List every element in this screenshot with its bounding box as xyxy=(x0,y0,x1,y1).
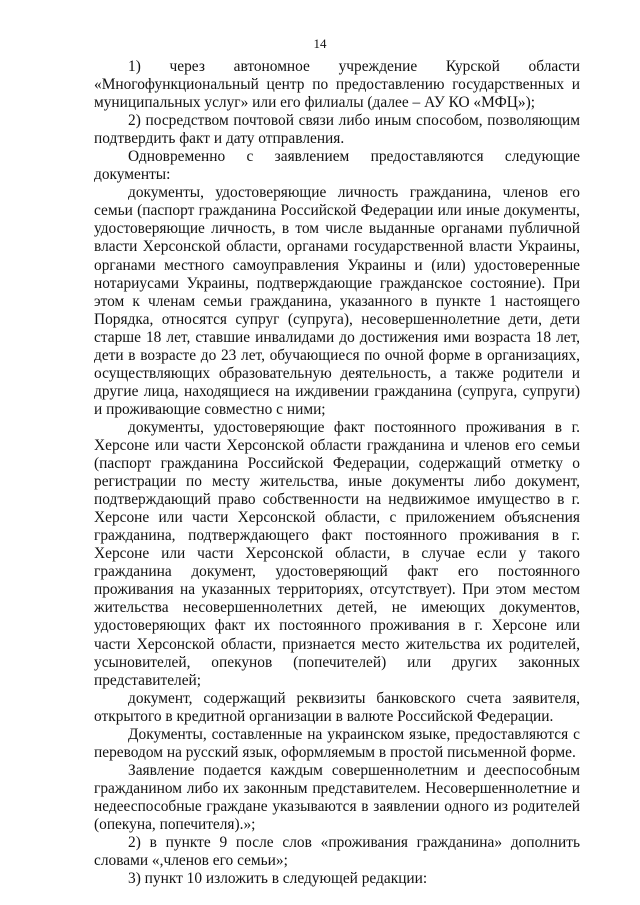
paragraph-residence-documents: документы, удостоверяющие факт постоянного проживания в г. Херсоне или части Херсонской области гражданина и членов его семьи (паспорт гражданина Российской Федерации, содержащий отметку о регистрации по месту жительства, иные документы либо документ, подтверждающий право собственности на недвижимое имущество в г. Херсоне или части Херсонской области, с приложением объяснения гражданина, подтверждающего факт постоянного проживания в г. Херсоне или части Херсонской области, в случае если у такого гражданина документ, удостоверяющий факт его постоянного проживания на указанных территориях, отсутствует). При этом местом жительства несовершеннолетних детей, не имеющих документов, удостоверяющих факт их постоянного проживания в г. Херсоне или части Херсонской области, признается место жительства их родителей, усыновителей, опекунов (попечителей) или других законных представителей; xyxy=(94,418,580,689)
paragraph-ukrainian-documents: Документы, составленные на украинском языке, предоставляются с переводом на русский язык, оформляемым в простой письменной форме. xyxy=(94,725,580,761)
document-body xyxy=(94,58,580,888)
paragraph-delivery-mfc: 1) через автономное учреждение Курской области «Многофункциональный центр по предоставлению государственных и муниципальных услуг» или его филиалы (далее – АУ КО «МФЦ»); xyxy=(94,58,580,112)
paragraph-bank-account: документ, содержащий реквизиты банковского счета заявителя, открытого в кредитной организации в валюте Российской Федерации. xyxy=(94,689,580,725)
paragraph-delivery-post: 2) посредством почтовой связи либо иным способом, позволяющим подтвердить факт и дату отправления. xyxy=(94,112,580,148)
paragraph-application-filing: Заявление подается каждым совершеннолетним и дееспособным гражданином либо их законным представителем. Несовершеннолетние и недееспособные граждане указываются в заявлении одного из родителей (опекуна, попечителя).»; xyxy=(94,761,580,833)
paragraph-amendment-point-10: 3) пункт 10 изложить в следующей редакции: xyxy=(128,870,428,888)
paragraph-amendment-point-9: 2) в пункте 9 после слов «проживания гражданина» дополнить словами «,членов его семьи»; xyxy=(94,834,580,870)
page-number: 14 xyxy=(313,36,327,51)
paragraph-documents-intro: Одновременно с заявлением предоставляются следующие документы: xyxy=(94,148,580,184)
paragraph-identity-documents: документы, удостоверяющие личность гражданина, членов его семьи (паспорт гражданина Российской Федерации или иные документы, удостоверяющие личность, в том числе выданные органами публичной власти Херсонской области, органами государственной власти Украины, органами местного самоуправления Украины и (или) удостоверенные нотариусами Украины, подтверждающие гражданское состояние). При этом к членам семьи гражданина, указанного в пункте 1 настоящего Порядка, относятся супруг (супруга), несовершеннолетние дети, дети старше 18 лет, ставшие инвалидами до достижения ими возраста 18 лет, дети в возрасте до 23 лет, обучающиеся по очной форме в организациях, осуществляющих образовательную деятельность, а также родители и другие лица, находящиеся на иждивении гражданина (супруга, супруги) и проживающие совместно с ними; xyxy=(94,184,580,418)
